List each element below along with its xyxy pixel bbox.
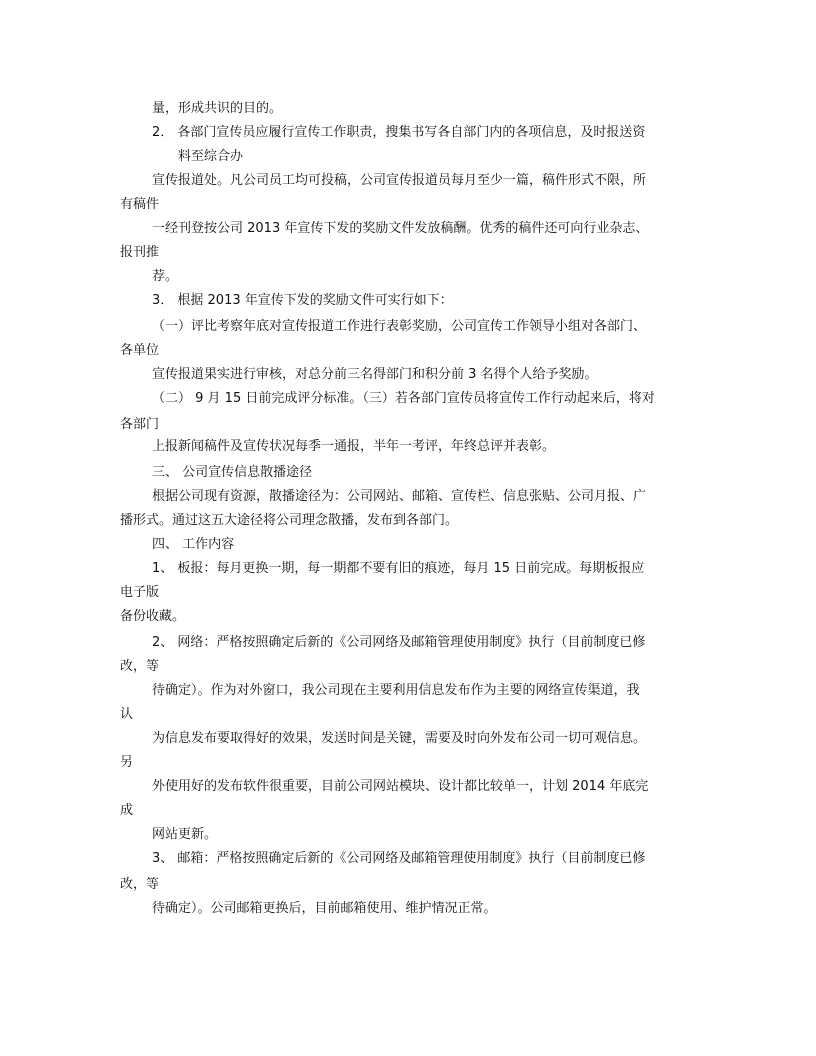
text-line: 四、 工作内容: [152, 537, 235, 552]
text-line: 3、 邮箱：严格按照确定后新的《公司网络及邮箱管理使用制度》执行（目前制度已修: [152, 851, 646, 866]
text-line: 播形式。通过这五大途径将公司理念散播，发布到各部门。: [120, 513, 459, 528]
text-line: 宣传报道果实进行审核，对总分前三名得部门和积分前 3 名得个人给予奖励。: [152, 367, 598, 382]
text-line: 电子版: [120, 585, 160, 600]
text-line: 改，等: [120, 877, 160, 892]
text-line: 三、 公司宣传信息散播途径: [152, 465, 313, 480]
text-line: （一）评比考察年底对宣传报道工作进行表彰奖励，公司宣传工作领导小组对各部门、: [152, 319, 647, 334]
text-line: 改，等: [120, 659, 160, 674]
text-line: 3． 根据 2013 年宣传下发的奖励文件可实行如下：: [152, 293, 453, 308]
text-line: 备份收藏。: [120, 609, 186, 624]
text-line: 2、 网络：严格按照确定后新的《公司网络及邮箱管理使用制度》执行（目前制度已修: [152, 635, 646, 650]
text-line: 各单位: [120, 343, 160, 358]
text-line: 料至综合办: [178, 149, 244, 164]
text-line: 认: [120, 707, 134, 722]
text-line: 上报新闻稿件及宣传状况每季一通报，半年一考评，年终总评并表彰。: [152, 439, 556, 454]
text-line: 2． 各部门宣传员应履行宣传工作职责，搜集书写各自部门内的各项信息，及时报送资: [152, 125, 646, 140]
text-line: 各部门: [120, 417, 160, 432]
text-line: 1、 板报：每月更换一期，每一期都不要有旧的痕迹，每月 15 日前完成。每期板报应: [152, 561, 645, 576]
text-line: 根据公司现有资源，散播途径为：公司网站、邮箱、宣传栏、信息张贴、公司月报、广: [152, 489, 647, 504]
text-line: 有稿件: [120, 197, 160, 212]
text-line: 成: [120, 803, 134, 818]
text-line: 一经刊登按公司 2013 年宣传下发的奖励文件发放稿酬。优秀的稿件还可向行业杂志、: [152, 221, 649, 236]
text-line: 量，形成共识的目的。: [152, 101, 283, 116]
text-line: 外使用好的发布软件很重要，目前公司网站模块、设计都比较单一，计划 2014 年底完: [152, 779, 649, 794]
text-line: 待确定）。作为对外窗口，我公司现在主要利用信息发布作为主要的网络宣传渠道，我: [152, 683, 640, 698]
text-line: 另: [120, 755, 134, 770]
text-line: 荐。: [152, 269, 179, 284]
text-line: 为信息发布要取得好的效果，发送时间是关键，需要及时向外发布公司一切可观信息。: [152, 731, 647, 746]
text-line: 网站更新。: [152, 827, 218, 842]
text-line: 宣传报道处。凡公司员工均可投稿，公司宣传报道员每月至少一篇，稿件形式不限，所: [152, 173, 647, 188]
text-line: （二） 9 月 15 日前完成评分标准。（三）若各部门宣传员将宣传工作行动起来后，将对: [152, 391, 655, 406]
text-line: 待确定）。公司邮箱更换后，目前邮箱使用、维护情况正常。: [152, 901, 497, 916]
text-line: 报刊推: [120, 245, 160, 260]
